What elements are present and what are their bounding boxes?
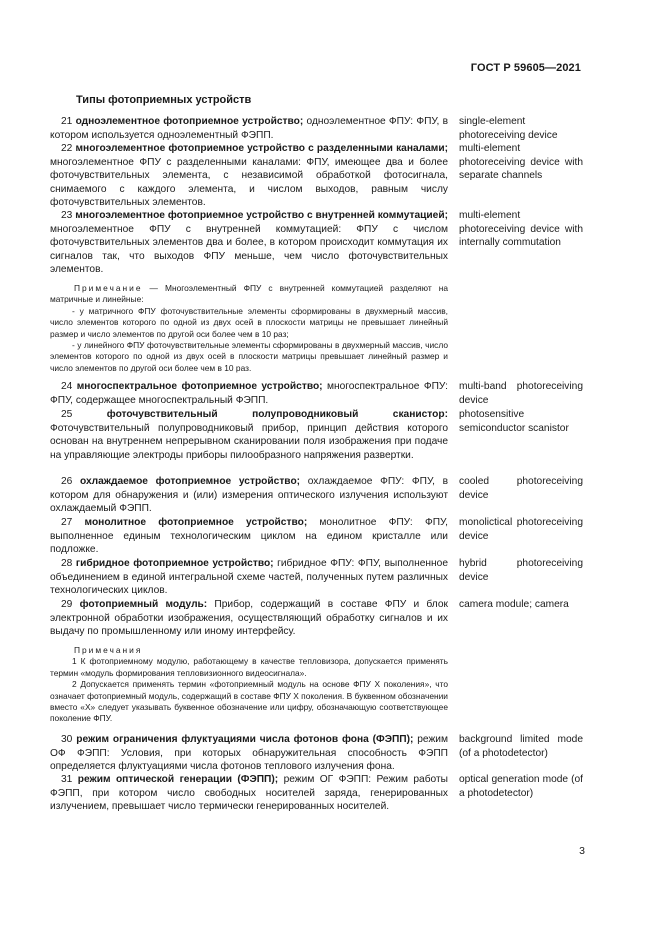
term-entry	[50, 115, 448, 142]
note-label: Примечание	[74, 283, 143, 293]
term-number: 22	[61, 143, 73, 154]
term-name: охлаждаемое фотоприемное устройство;	[80, 476, 301, 487]
term-english: camera module; camera	[459, 599, 569, 610]
term-definition: монолитное ФПУ: ФПУ, выполненное единым технологическим циклом на едином кристалле или подложке.	[50, 517, 448, 556]
note-block	[50, 645, 448, 725]
term-number: 30	[61, 734, 73, 745]
term-entry	[50, 209, 448, 277]
term-entry	[50, 516, 448, 557]
term-number: 23	[61, 210, 73, 221]
term-number: 21	[61, 116, 73, 127]
term-number: 28	[61, 558, 73, 569]
term-entry	[50, 475, 448, 516]
page-number: 3	[579, 845, 585, 857]
note-item: - у линейного ФПУ фоточувствительные элементы сформированы в двухмерный массив, число элементов которого по одной из двух осей в плоскости матрицы превышает линейный размер и число элементов по другой оси более чем в 10 раз.	[50, 340, 448, 373]
term-number: 26	[61, 476, 73, 487]
term-definition: многоэлементное ФПУ с разделенными каналами: ФПУ, имеющее два и более фоточувствительных элемента, с независимой обработкой фотосигнала, снимаемого с каждого элемента, и числом выходов, равным числу фоточувствительных элементов.	[50, 156, 448, 209]
term-entry	[50, 380, 448, 407]
term-name: гибридное фотоприемное устройство;	[75, 558, 274, 569]
term-number: 31	[61, 774, 73, 785]
standard-header: ГОСТ Р 59605—2021	[470, 62, 581, 74]
term-name: многоспектральное фотоприемное устройство;	[76, 381, 323, 392]
term-entry	[50, 142, 448, 210]
term-number: 25	[61, 409, 73, 420]
term-english: multi-band photoreceiving device	[459, 381, 583, 406]
note-block	[50, 283, 448, 374]
term-english: background limited mode (of a photodetector)	[459, 734, 583, 759]
term-entry	[50, 557, 448, 598]
note-text: — Многоэлементный ФПУ с внутренней коммутацией разделяют на матричные и линейные:	[50, 283, 448, 305]
term-english: single-element photoreceiving device	[459, 116, 558, 141]
term-english: cooled photoreceiving device	[459, 476, 583, 501]
note-label: Примечания	[74, 645, 143, 655]
term-english: monolictical photoreceiving device	[459, 517, 583, 542]
term-definition: охлаждаемое ФПУ: ФПУ, в котором для обнаружения и (или) измерения оптического излучения используют охлаждаемый ФЭПП.	[50, 476, 448, 515]
term-english: photosensitive semiconductor scanistor	[459, 409, 569, 434]
term-name: режим ограничения флуктуациями числа фотонов фона (ФЭПП);	[76, 734, 414, 745]
term-english: hybrid photoreceiving device	[459, 558, 583, 583]
term-name: многоэлементное фотоприемное устройство с внутренней коммутацией;	[75, 210, 448, 221]
term-name: фоточувствительный полупроводниковый сканистор:	[106, 409, 448, 420]
term-entry	[50, 733, 448, 774]
term-entry	[50, 408, 448, 462]
term-number: 27	[61, 517, 73, 528]
term-name: режим оптической генерации (ФЭПП);	[77, 774, 279, 785]
term-number: 24	[61, 381, 73, 392]
term-definition: многоэлементное ФПУ с внутренней коммутацией: ФПУ с числом фоточувствительных элементов два и более, в котором происходит коммутация их сигналов так, что выходов ФПУ меньше, чем число фоточувствительных элементов.	[50, 223, 448, 276]
note-item: 2 Допускается применять термин «фотоприемный модуль на основе ФПУ X поколения», что означает фотоприемный модуль, содержащий в составе ФПУ X поколения. В буквенном обозначении вместо «X» следует указывать буквенное обозначение или цифру, обозначающую соответствующее поколение ФПУ.	[50, 679, 448, 724]
term-definition: многоспектральное ФПУ: ФПУ, содержащее многоспектральный ФЭПП.	[50, 381, 448, 406]
term-definition: одноэлементное ФПУ: ФПУ, в котором используется одноэлементный ФЭПП.	[50, 116, 448, 141]
term-definition: режим ОФ ФЭПП: Условия, при которых обнаружительная способность ФЭПП определяется флуктуациями числа фотонов теплового излучения фона.	[50, 734, 448, 773]
term-english: multi-element photoreceiving device with separate channels	[459, 143, 583, 182]
section-title: Типы фотоприемных устройств	[76, 94, 252, 106]
term-definition: Фоточувствительный полупроводниковый прибор, принцип действия которого основан на внутреннем непрерывном сканировании поля изображения при подаче на управляющие электроды приборы пилообразного напряжения развертки.	[50, 422, 448, 461]
term-name: многоэлементное фотоприемное устройство с разделенными каналами;	[75, 143, 448, 154]
term-definition: режим ОГ ФЭПП: Режим работы ФЭПП, при котором число свободных носителей заряда, генерированных излучением, превышает число термически генерированных носителей.	[50, 774, 448, 813]
term-number: 29	[61, 599, 73, 610]
term-english: optical generation mode (of a photodetector)	[459, 774, 583, 799]
term-name: монолитное фотоприемное устройство;	[84, 517, 308, 528]
term-name: одноэлементное фотоприемное устройство;	[75, 116, 304, 127]
term-name: фотоприемный модуль:	[79, 599, 208, 610]
term-entry	[50, 598, 448, 639]
term-definition: гибридное ФПУ: ФПУ, выполненное объединением в единой интегральной схеме частей, полученных путем различных технологических циклов.	[50, 558, 448, 597]
note-item: - у матричного ФПУ фоточувствительные элементы сформированы в двухмерный массив, число элементов которого по одной из двух осей в плоскости матрицы не превышает линейный размер и число элементов по другой оси более чем в 10 раз;	[50, 305, 448, 339]
term-english: multi-element photoreceiving device with internally commutation	[459, 210, 583, 249]
note-item: 1 К фотоприемному модулю, работающему в качестве тепловизора, допускается применять термин «модуль формирования тепловизионного видеосигнала».	[50, 656, 448, 678]
term-entry	[50, 773, 448, 814]
term-definition: Прибор, содержащий в составе ФПУ и блок электронной обработки изображения, осуществляющий обработку сигналов и их выдачу по промышленному или иному интерфейсу.	[50, 599, 448, 638]
